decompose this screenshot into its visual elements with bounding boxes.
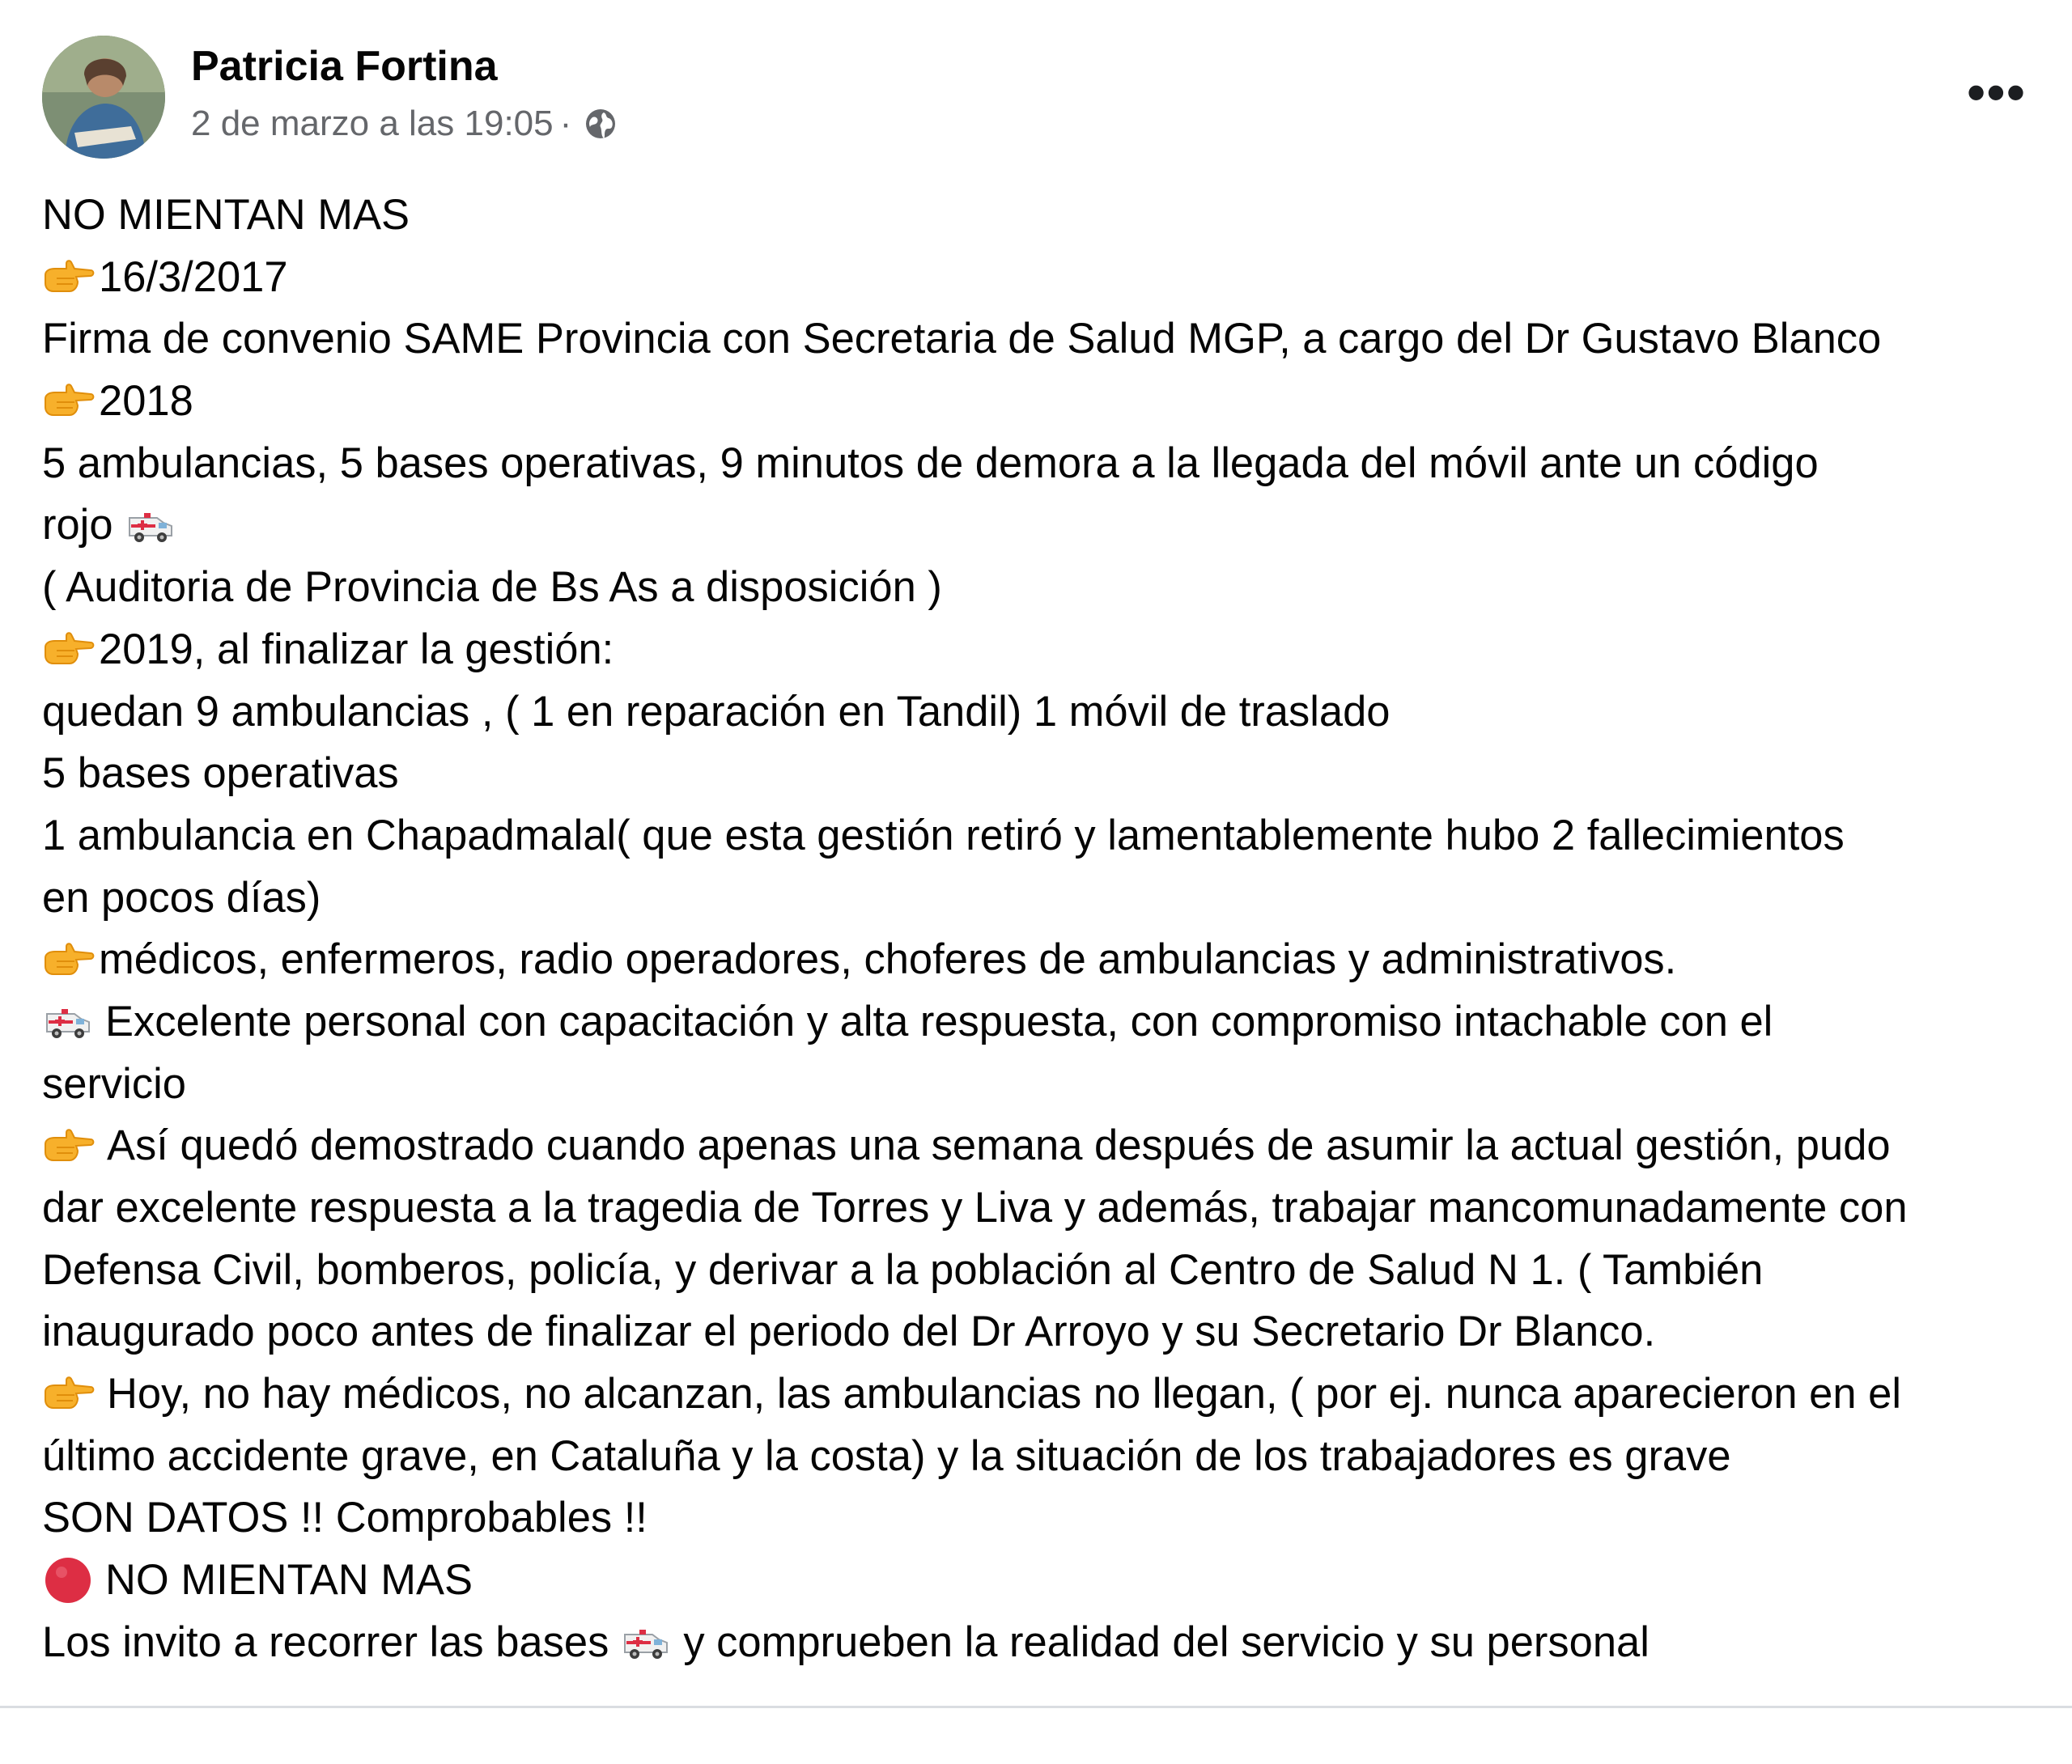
post-timestamp[interactable]: 2 de marzo a las 19:05 [191,104,554,143]
ambulance-icon [42,1004,94,1040]
pointing-hand-icon [42,383,96,420]
ambulance-icon [125,508,176,544]
text-line: Así quedó demostrado cuando apenas una semana después de asumir la actual gestión, pudo [42,1115,2041,1177]
post-divider [0,1706,2072,1708]
post-text [42,184,2041,1674]
pointing-hand-icon [42,942,96,979]
text-line: médicos, enfermeros, radio operadores, choferes de ambulancias y administrativos. [42,929,2041,991]
text-line: en pocos días) [42,873,321,922]
text-line: inaugurado poco antes de finalizar el periodo del Dr Arroyo y su Secretario Dr Blanco. [42,1308,1656,1356]
text-line: quedan 9 ambulancias , ( 1 en reparación en Tandil) 1 móvil de traslado [42,687,1391,736]
more-horizontal-icon: ••• [1967,63,2027,121]
meta-separator: · [559,104,572,143]
globe-icon[interactable] [583,106,618,142]
text-line: SON DATOS !! Comprobables !! [42,1494,648,1542]
text-line: Los invito a recorrer las bases y comprueben la realidad del servicio y su personal [42,1618,1650,1666]
pointing-hand-icon [42,1376,96,1413]
text-line: último accidente grave, en Cataluña y la costa) y la situación de los trabajadores es grave [42,1431,1731,1480]
post-meta [191,104,618,144]
text-line: 2019, al finalizar la gestión: [42,619,2041,681]
text-line: ( Auditoria de Provincia de Bs As a disposición ) [42,563,942,612]
ambulance-icon [620,1625,672,1660]
text-line: NO MIENTAN MAS [42,1550,2041,1612]
text-line: 5 ambulancias, 5 bases operativas, 9 minutos de demora a la llegada del móvil ante un código [42,439,1819,487]
pointing-hand-icon [42,1128,96,1165]
text-line: NO MIENTAN MAS [42,191,410,239]
text-line: 1 ambulancia en Chapadmalal( que esta gestión retiró y lamentablemente hubo 2 fallecimientos [42,811,1845,859]
text-line: Hoy, no hay médicos, no alcanzan, las ambulancias no llegan, ( por ej. nunca aparecieron en el [42,1363,2041,1426]
text-line: rojo [42,494,2041,557]
author-name[interactable]: Patricia Fortina [191,43,498,90]
text-line: Excelente personal con capacitación y alta respuesta, con compromiso intachable con el [42,991,2041,1054]
more-options-button[interactable] [1952,63,2041,121]
avatar[interactable] [42,36,165,159]
text-line: servicio [42,1059,186,1108]
text-line: 2018 [42,371,2041,433]
pointing-hand-icon [42,259,96,296]
post-header [42,36,2025,161]
text-line: 5 bases operativas [42,749,399,798]
text-line: Firma de convenio SAME Provincia con Secretaria de Salud MGP, a cargo del Dr Gustavo Blanco [42,315,1882,363]
text-line: 16/3/2017 [42,247,2041,309]
pointing-hand-icon [42,631,96,668]
text-line: Defensa Civil, bomberos, policía, y derivar a la población al Centro de Salud N 1. ( También [42,1245,1764,1294]
text-line: dar excelente respuesta a la tragedia de Torres y Liva y además, trabajar mancomunadamente con [42,1184,1908,1232]
red-circle-icon [42,1554,94,1606]
